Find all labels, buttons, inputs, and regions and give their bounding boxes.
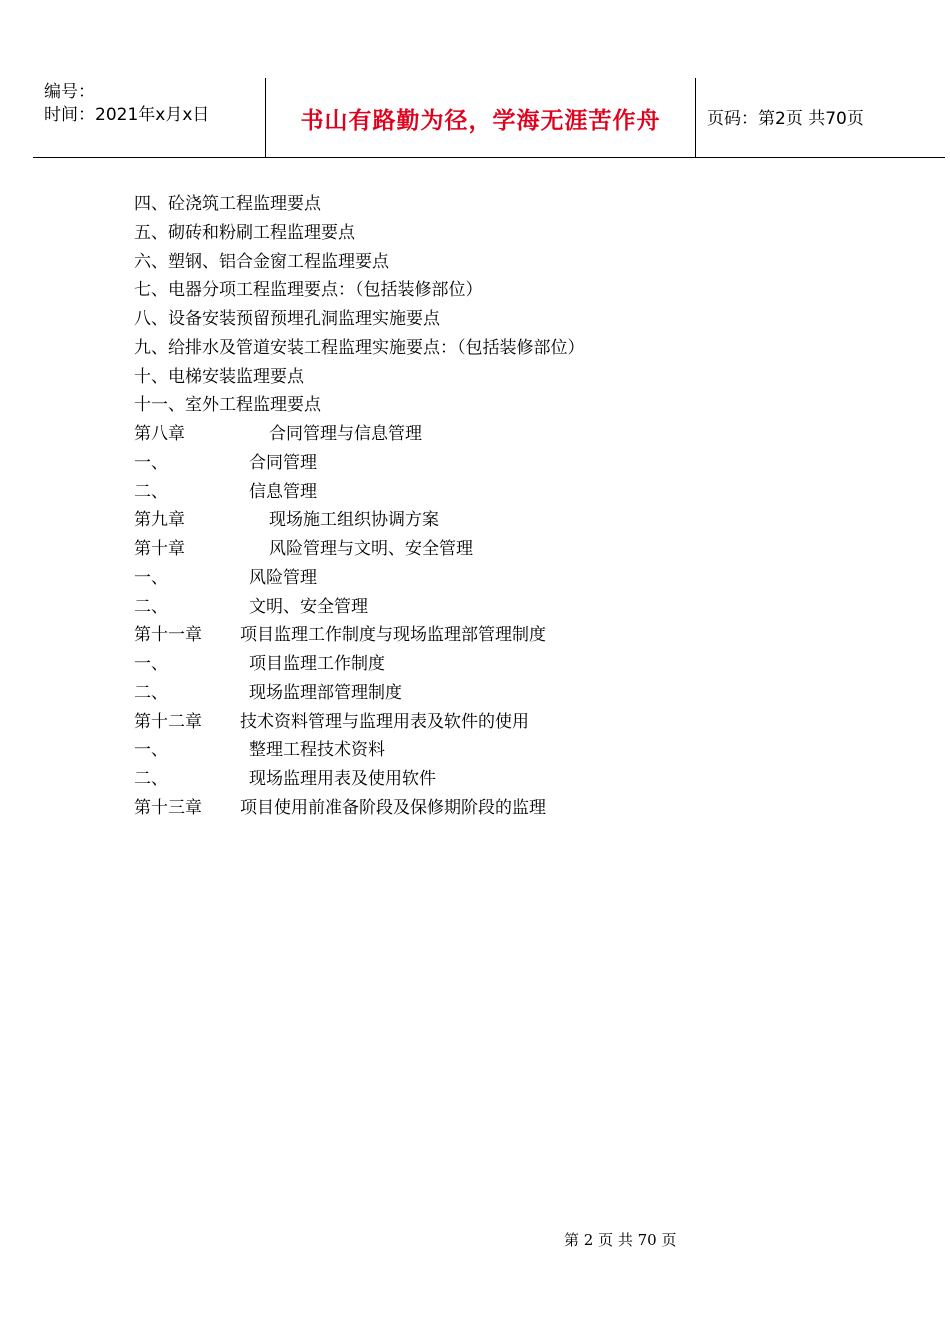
- toc-entry-title: 风险管理与文明、安全管理: [269, 539, 473, 559]
- page-footer: 第 2 页 共 70 页: [564, 1231, 677, 1249]
- toc-entry-title: 现场监理部管理制度: [249, 682, 402, 703]
- toc-entry: [134, 535, 585, 564]
- toc-entry-number: 二、: [134, 682, 168, 703]
- document-time-label: 时间：2021年x月x日: [44, 105, 210, 125]
- header-motto: 书山有路勤为径，学海无涯苦作舟: [300, 108, 661, 134]
- toc-entry-number: 一、: [134, 567, 168, 588]
- toc-entry-title: 合同管理与信息管理: [269, 424, 422, 444]
- toc-entry: [134, 449, 585, 478]
- toc-entry-title: 技术资料管理与监理用表及软件的使用: [240, 711, 529, 732]
- toc-entry: [134, 363, 585, 392]
- page-header: [33, 78, 945, 158]
- toc-entry-title: 合同管理: [249, 452, 317, 473]
- toc-entry-title: 整理工程技术资料: [249, 740, 385, 761]
- toc-entry-title: 信息管理: [249, 481, 317, 502]
- toc-entry-number: 一、: [134, 452, 168, 473]
- toc-entry-title: 项目监理工作制度: [249, 654, 385, 674]
- toc-entry: [134, 478, 585, 507]
- toc-entry-number: 第十三章: [134, 797, 202, 818]
- toc-entry-title: 项目监理工作制度与现场监理部管理制度: [240, 625, 546, 646]
- toc-entry: [134, 708, 585, 737]
- toc-entry: [134, 506, 585, 535]
- toc-entry-number: 第十二章: [134, 711, 202, 732]
- toc-entry: [134, 276, 585, 305]
- toc-entry: [134, 593, 585, 622]
- toc-entry-number: 一、: [134, 654, 168, 674]
- toc-entry-number: 二、: [134, 769, 168, 789]
- header-page-cell: [696, 78, 945, 157]
- toc-entry-text: 十一、室外工程监理要点: [134, 395, 321, 416]
- toc-entry: [134, 248, 585, 277]
- toc-entry: [134, 391, 585, 420]
- toc-entry-text: 八、设备安装预留预埋孔洞监理实施要点: [134, 309, 440, 329]
- toc-entry-text: 十、电梯安装监理要点: [134, 366, 304, 387]
- toc-entry-text: 九、给排水及管道安装工程监理实施要点：（包括装修部位）: [134, 337, 585, 358]
- header-motto-cell: [266, 78, 696, 157]
- toc-entry: [134, 334, 585, 363]
- toc-entry-number: 第八章: [134, 424, 185, 444]
- header-page-info: 页码：第2页 共70页: [707, 109, 864, 129]
- toc-entry: [134, 794, 585, 823]
- toc-entry-number: 第十一章: [134, 625, 202, 646]
- document-number-label: 编号：: [44, 82, 95, 102]
- header-meta-cell: [33, 78, 266, 157]
- toc-entry-title: 项目使用前准备阶段及保修期阶段的监理: [240, 797, 546, 818]
- toc-entry-number: 第十章: [134, 539, 185, 559]
- table-of-contents: [134, 190, 585, 823]
- toc-entry: [134, 650, 585, 679]
- toc-entry-text: 六、塑钢、铝合金窗工程监理要点: [134, 251, 389, 272]
- toc-entry-title: 现场施工组织协调方案: [269, 510, 439, 531]
- toc-entry-number: 二、: [134, 596, 168, 617]
- toc-entry: [134, 219, 585, 248]
- toc-entry: [134, 621, 585, 650]
- toc-entry-text: 七、电器分项工程监理要点：（包括装修部位）: [134, 280, 483, 301]
- toc-entry-text: 四、砼浇筑工程监理要点: [134, 194, 321, 214]
- toc-entry-number: 一、: [134, 740, 168, 761]
- toc-entry: [134, 765, 585, 794]
- toc-entry: [134, 305, 585, 334]
- toc-entry: [134, 736, 585, 765]
- toc-entry: [134, 190, 585, 219]
- toc-entry-number: 第九章: [134, 510, 185, 531]
- toc-entry-title: 现场监理用表及使用软件: [249, 769, 436, 789]
- toc-entry: [134, 679, 585, 708]
- toc-entry: [134, 564, 585, 593]
- toc-entry-text: 五、砌砖和粉刷工程监理要点: [134, 222, 355, 243]
- toc-entry-number: 二、: [134, 481, 168, 502]
- toc-entry-title: 风险管理: [249, 567, 317, 588]
- toc-entry-title: 文明、安全管理: [249, 596, 368, 617]
- toc-entry: [134, 420, 585, 449]
